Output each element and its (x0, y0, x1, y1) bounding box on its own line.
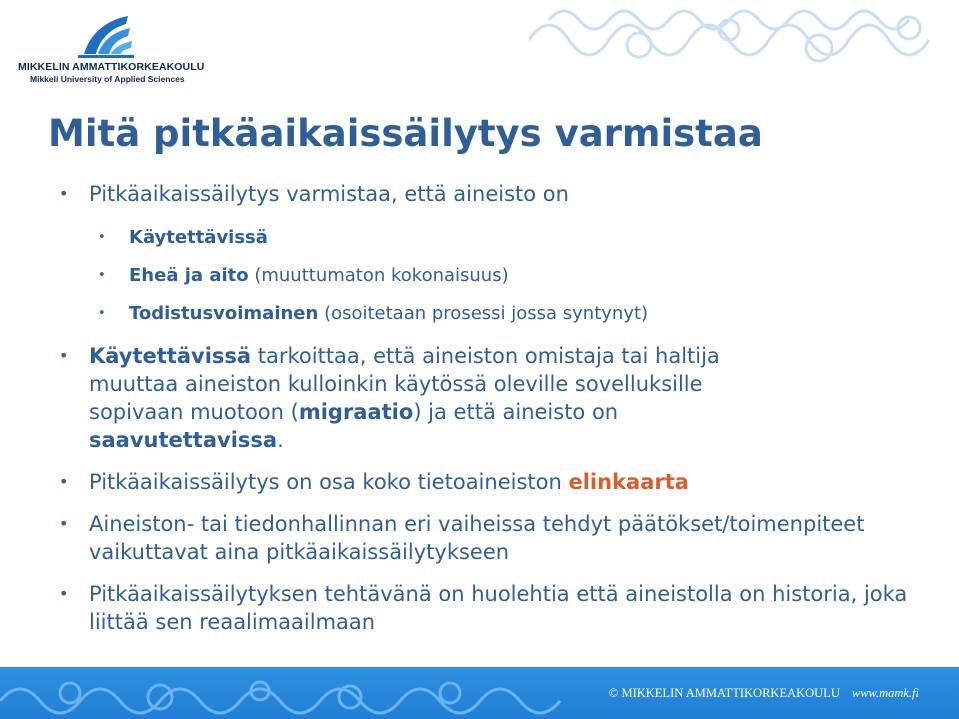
sub-bullet-bold: Eheä ja aito (129, 265, 249, 286)
bullet-text: ) ja että aineisto on (413, 400, 619, 424)
bullet-icon: • (59, 472, 69, 491)
bullet-bold: migraatio (298, 400, 414, 424)
bullet-text: tarkoittaa, että aineiston omistaja tai haltija muuttaa aineiston kulloinkin käytössä oleville sovelluksille sopivaan muotoon ( (89, 344, 720, 424)
bullet-icon: • (59, 184, 69, 203)
bullet-text: Pitkäaikaissäilytys on osa koko tietoaineiston (89, 470, 569, 494)
wave-logo-icon (76, 14, 136, 58)
bullet-text: . (277, 428, 284, 452)
footer-copyright: © MIKKELIN AMMATTIKORKEAKOULU (608, 686, 840, 700)
sub-bullet-text: (osoitetaan prosessi jossa syntynyt) (318, 303, 649, 324)
bullet-bold: Käytettävissä (89, 344, 252, 368)
bullet-icon: • (59, 514, 69, 533)
logo-name: MIKKELIN AMMATTIKORKEAKOULU (18, 61, 205, 73)
bullet-bold: saavutettavissa (89, 428, 278, 452)
footer-bar (0, 667, 959, 719)
sub-bullet-item-3 (98, 302, 909, 326)
sub-bullet-bold: Todistusvoimainen (129, 303, 319, 324)
slide-title: Mitä pitkäaikaissäilytys varmistaa (48, 112, 763, 155)
bullet-highlight: elinkaarta (568, 470, 689, 494)
sub-bullet-icon: • (98, 268, 106, 283)
bullet-item-4 (59, 510, 909, 566)
bullet-item-2 (59, 342, 789, 454)
sub-bullet-icon: • (98, 306, 106, 321)
footer-url[interactable]: www.mamk.fi (851, 686, 919, 700)
bullet-item-1 (59, 180, 909, 208)
school-logo (18, 14, 205, 84)
sub-bullet-icon: • (98, 230, 106, 245)
bullet-icon: • (59, 346, 69, 365)
bullet-item-5 (59, 580, 909, 636)
sub-bullet-item-2 (98, 264, 909, 288)
bullet-text: Pitkäaikaissäilytys varmistaa, että aineisto on (89, 182, 569, 206)
logo-subtitle: Mikkeli University of Applied Sciences (30, 74, 185, 84)
bullet-item-3 (59, 468, 909, 496)
footer-text (609, 686, 919, 701)
sub-bullet-text: (muuttumaton kokonaisuus) (248, 265, 509, 286)
decorative-wave-pattern (519, 0, 959, 70)
bullet-text: Pitkäaikaissäilytyksen tehtävänä on huolehtia että aineistolla on historia, joka liittää sen reaalimaailmaan (89, 582, 908, 634)
bullet-text: Aineiston- tai tiedonhallinnan eri vaiheissa tehdyt päätökset/toimenpiteet vaikuttavat aina pitkäaikaissäilytykseen (89, 512, 865, 564)
sub-bullet-item-1 (98, 226, 909, 250)
bullet-icon: • (59, 584, 69, 603)
sub-bullet-text: Käytettävissä (129, 227, 268, 248)
